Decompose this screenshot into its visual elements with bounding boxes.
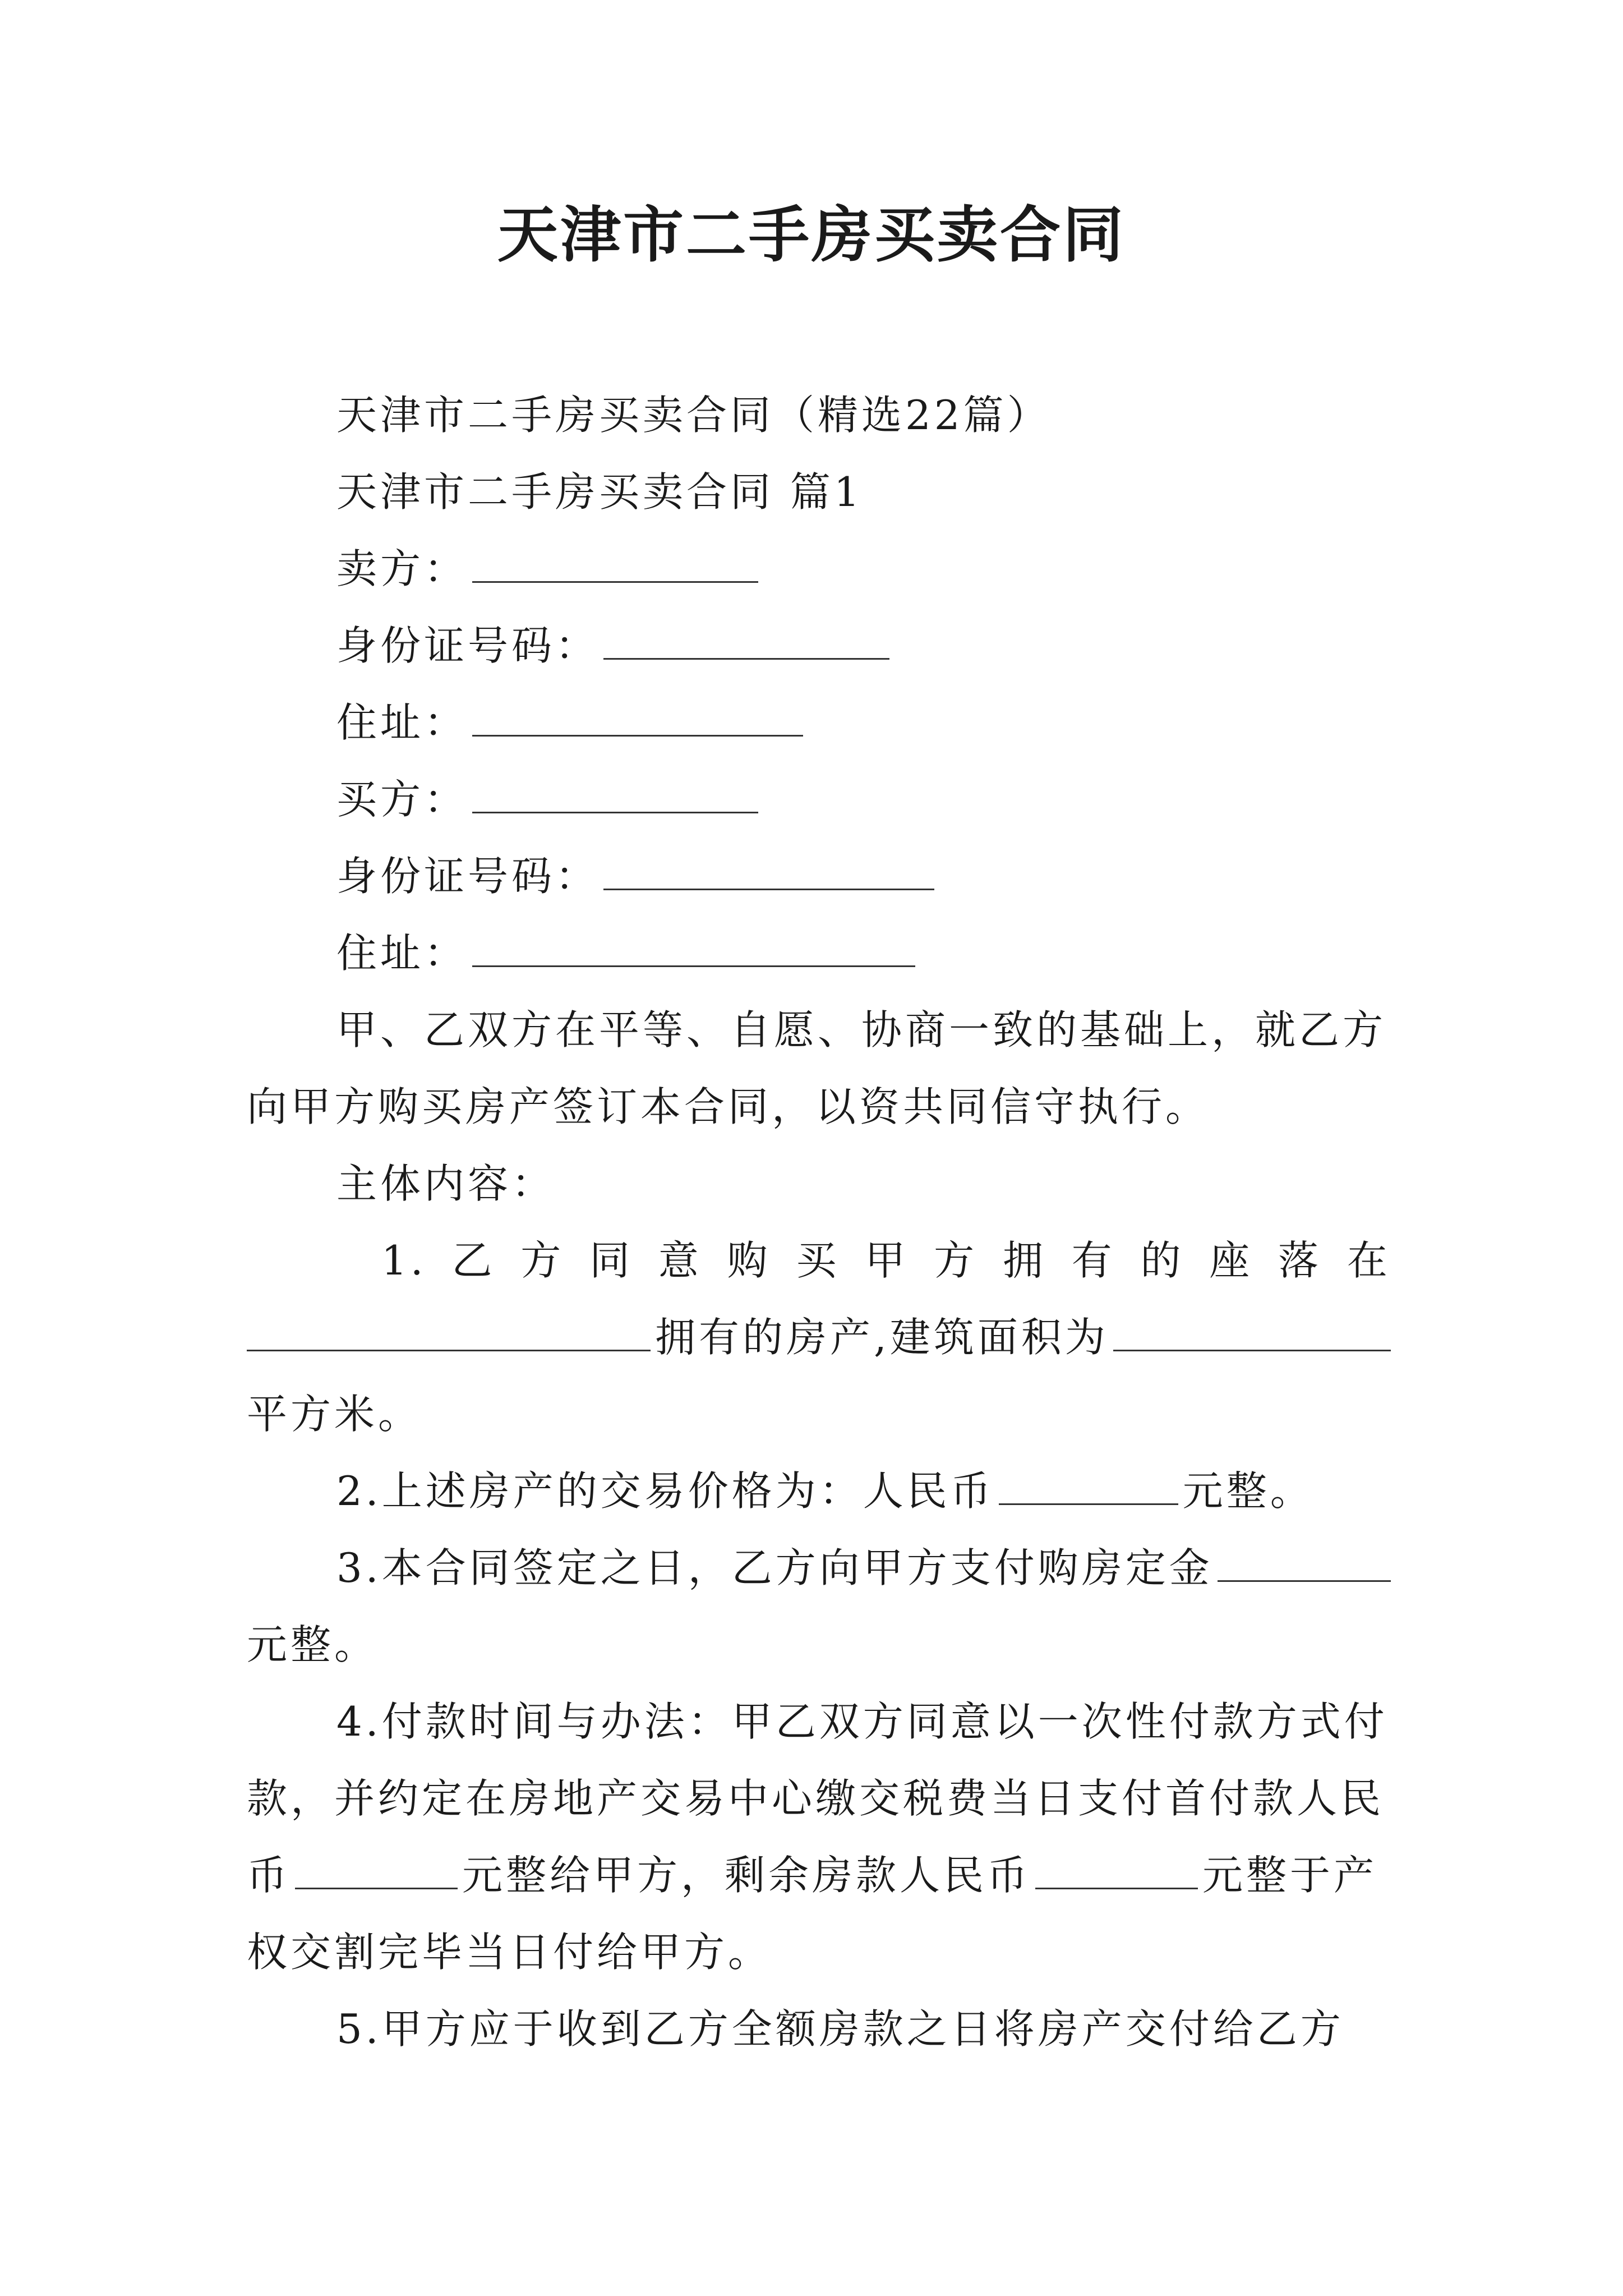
buyer-id-blank[interactable]: [603, 855, 934, 890]
seller-address-field: [247, 684, 1391, 761]
clause-4-line-3-c: 元整于产: [1202, 1852, 1378, 1899]
clause-4-line-3-a: 币: [247, 1852, 291, 1899]
buyer-id-label: 身份证号码：: [336, 853, 600, 900]
clause-2-pre: 2.上述房产的交易价格为：人民币: [336, 1467, 994, 1515]
clause-1-char: 买: [796, 1237, 840, 1284]
buyer-address-blank[interactable]: [472, 932, 915, 967]
seller-id-field: [247, 608, 1391, 684]
clause-1-mid: 拥有的房产,建筑面积为: [655, 1314, 1109, 1361]
clause-1-char: 甲: [865, 1237, 909, 1284]
seller-label: 卖方：: [336, 545, 468, 592]
seller-id-label: 身份证号码：: [336, 622, 600, 669]
clause-5-line-1: 5.甲方应于收到乙方全额房款之日将房产交付给乙方: [336, 2005, 1344, 2053]
clause-1-line-2: [247, 1299, 1391, 1376]
clause-3-line-1: [247, 1530, 1391, 1607]
clause-1-char: 座: [1209, 1237, 1253, 1284]
clause-1-char: 拥: [1002, 1237, 1046, 1284]
clause-1-char: 方: [934, 1237, 978, 1284]
seller-address-label: 住址：: [336, 699, 468, 746]
clause-1-line-1: [247, 1222, 1391, 1299]
section-heading: 天津市二手房买卖合同 篇1: [336, 468, 863, 516]
main-content-label: 主体内容：: [336, 1160, 556, 1207]
clause-1-char: 同: [589, 1237, 634, 1284]
clause-4-line-4: 权交割完毕当日付给甲方。: [247, 1929, 772, 1976]
buyer-blank[interactable]: [472, 778, 758, 813]
clause-1-char: 方: [520, 1237, 565, 1284]
clause-4-line-2: 款，并约定在房地产交易中心缴交税费当日支付首付款人民: [247, 1775, 1385, 1822]
seller-blank[interactable]: [472, 547, 758, 583]
clause-1-char: 购: [727, 1237, 771, 1284]
buyer-address-label: 住址：: [336, 930, 468, 977]
buyer-label: 买方：: [336, 776, 468, 823]
clause-1-char: 1.: [381, 1237, 427, 1284]
seller-field: [247, 531, 1391, 608]
clause-4-balance-blank[interactable]: [1035, 1854, 1198, 1889]
clause-4-down-payment-blank[interactable]: [295, 1854, 458, 1889]
clause-1-char: 乙: [451, 1237, 496, 1284]
document-body: [247, 377, 1391, 2068]
clause-1-char: 在: [1347, 1237, 1391, 1284]
preamble-line-2: 向甲方购买房产签订本合同，以资共同信守执行。: [247, 1083, 1210, 1130]
document-title: 天津市二手房买卖合同: [497, 200, 1126, 270]
clause-1-char: 意: [658, 1237, 702, 1284]
clause-1-char: 有: [1071, 1237, 1115, 1284]
clause-1-location-blank[interactable]: [247, 1316, 651, 1351]
buyer-address-field: [247, 915, 1391, 992]
subtitle: 天津市二手房买卖合同（精选22篇）: [336, 392, 1051, 439]
preamble-line-1: 甲、乙双方在平等、自愿、协商一致的基础上，就乙方: [336, 1006, 1387, 1053]
clause-3-pre: 3.本合同签定之日，乙方向甲方支付购房定金: [336, 1544, 1213, 1591]
clause-1-line-3: 平方米。: [247, 1391, 422, 1438]
clause-3-line-2: 元整。: [247, 1621, 379, 1668]
clause-4-line-3-b: 元整给甲方，剩余房款人民币: [462, 1852, 1031, 1899]
seller-address-blank[interactable]: [472, 701, 803, 737]
clause-4-line-1: 4.付款时间与办法：甲乙双方同意以一次性付款方式付: [336, 1698, 1388, 1745]
clause-4-line-3: [247, 1837, 1391, 1914]
buyer-field: [247, 761, 1391, 838]
clause-1-char: 落: [1278, 1237, 1322, 1284]
clause-3-deposit-blank[interactable]: [1218, 1547, 1391, 1582]
clause-1-char: 的: [1140, 1237, 1184, 1284]
clause-2-post: 元整。: [1182, 1467, 1314, 1515]
seller-id-blank[interactable]: [603, 624, 889, 660]
buyer-id-field: [247, 838, 1391, 915]
clause-2: [247, 1453, 1391, 1530]
clause-2-price-blank[interactable]: [999, 1470, 1178, 1505]
clause-1-area-blank[interactable]: [1113, 1316, 1391, 1351]
